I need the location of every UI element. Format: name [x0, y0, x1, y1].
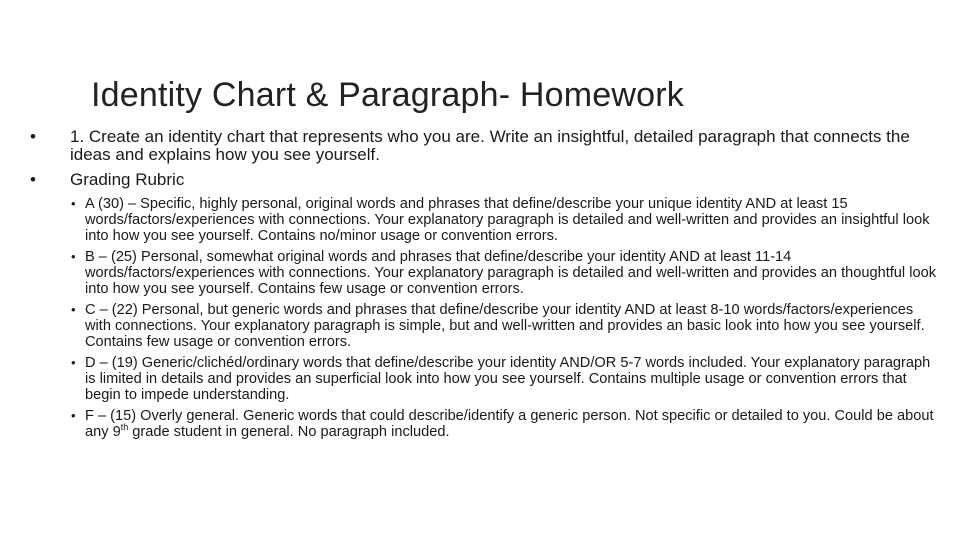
rubric-item-d [30, 355, 940, 403]
ordinal-suffix: th [120, 422, 129, 433]
rubric-text-after: grade student in general. No paragraph included. [128, 424, 450, 440]
rubric-text-before: F – (15) Overly general. Generic words that could describe/identify a generic person. Not specific or detailed to you. Could be about any 9 [85, 408, 934, 440]
rubric-heading: Grading Rubric [70, 170, 185, 189]
rubric-item-f [30, 408, 940, 440]
rubric-text: A (30) – Specific, highly personal, original words and phrases that define/describe your unique identity AND at least 15 words/factors/experiences with connections. Your explanatory paragraph is detailed and well-written and provides an insightful look into how you see yourself. Contains no/minor usage or convention errors. [85, 196, 930, 244]
rubric-text [85, 408, 934, 440]
bullet-icon: • [71, 249, 76, 264]
bullet-icon: • [71, 302, 76, 317]
bullet-item-assignment [30, 128, 940, 164]
bullet-item-rubric [30, 171, 940, 189]
rubric-text: C – (22) Personal, but generic words and phrases that define/describe your identity AND at least 8-10 words/factors/experiences with connections. Your explanatory paragraph is simple, but and well-written and provides an basic look into how you see yourself. Contains few usage or convention errors. [85, 302, 925, 350]
rubric-text: D – (19) Generic/clichéd/ordinary words that define/describe your identity AND/OR 5-7 words included. Your explanatory paragraph is limited in details and provides an superficial look into how you see yourself. Contains multiple usage or convention errors that begin to impede understanding. [85, 355, 931, 403]
bullet-icon: • [71, 408, 76, 423]
rubric-item-b [30, 249, 940, 297]
rubric-item-c [30, 302, 940, 350]
bullet-icon: • [30, 127, 36, 146]
slide-content [30, 128, 940, 445]
rubric-list [30, 196, 940, 440]
assignment-text: 1. Create an identity chart that represents who you are. Write an insightful, detailed paragraph that connects the ideas and explains how you see yourself. [70, 127, 910, 164]
rubric-text: B – (25) Personal, somewhat original words and phrases that define/describe your identity AND at least 11-14 words/factors/experiences with connections. Your explanatory paragraph is detailed and well-written and provides an thoughtful look into how you see yourself. Contains few usage or convention errors. [85, 249, 936, 297]
bullet-icon: • [71, 355, 76, 370]
bullet-icon: • [30, 170, 36, 189]
rubric-item-a [30, 196, 940, 244]
slide-title: Identity Chart & Paragraph- Homework [91, 76, 685, 114]
bullet-icon: • [71, 196, 76, 211]
